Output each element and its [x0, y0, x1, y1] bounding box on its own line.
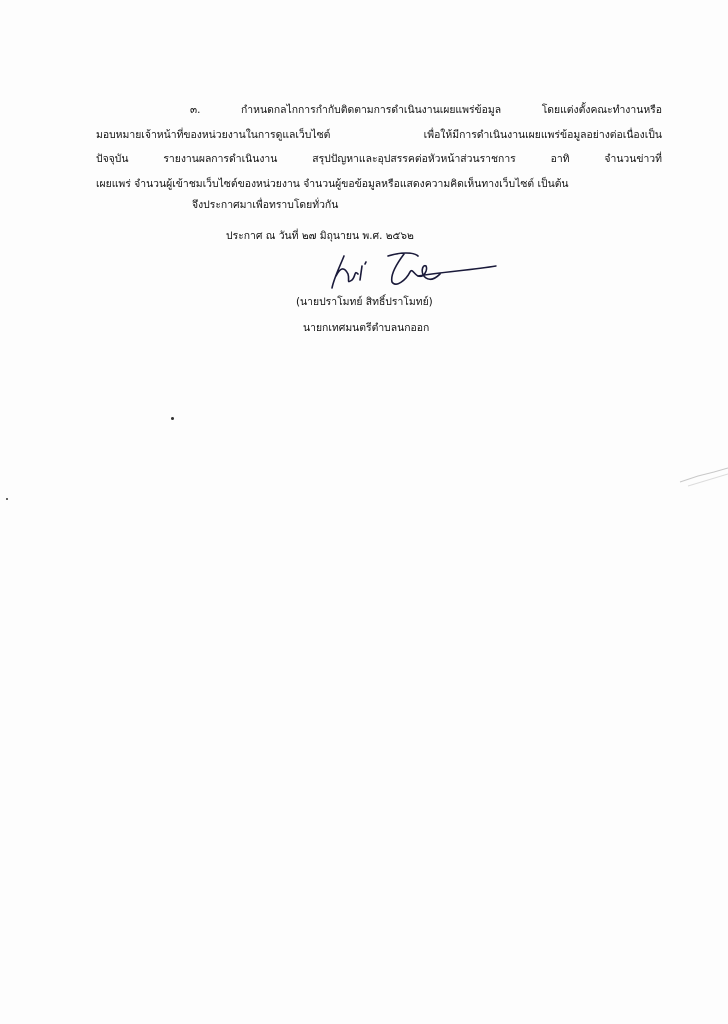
paragraph-line: เผยแพร่ จำนวนผู้เข้าชมเว็บไซต์ของหน่วยงาน จำนวนผู้ขอข้อมูลหรือแสดงความคิดเห็นทางเว็บไซต์ เป็นต้น	[96, 177, 569, 190]
clause-paragraph	[96, 98, 662, 196]
handwritten-signature	[322, 244, 502, 296]
scan-speck	[6, 498, 8, 500]
paragraph-line: มอบหมายเจ้าหน้าที่ของหน่วยงานในการดูแลเว็บไซต์ เพื่อให้มีการดำเนินงานเผยแพร่ข้อมูลอย่างต่อเนื่องเป็น	[96, 128, 662, 141]
signer-name: (นายปราโมทย์ สิทธิ์ปราโมทย์)	[296, 296, 433, 308]
paragraph-line: ๓. กำหนดกลไกการกำกับติดตามการดำเนินงานเผยแพร่ข้อมูล โดยแต่งตั้งคณะทำงานหรือ	[190, 104, 662, 116]
scan-edge-mark	[678, 462, 728, 492]
announcement-text: จึงประกาศมาเพื่อทราบโดยทั่วกัน	[192, 199, 339, 211]
signer-title: นายกเทศมนตรีตำบลนกออก	[303, 322, 430, 334]
scan-speck	[171, 417, 174, 420]
paragraph-line: ปัจจุบัน รายงานผลการดำเนินงาน สรุปปัญหาและอุปสรรคต่อหัวหน้าส่วนราชการ อาทิ จำนวนข่าวที่	[96, 153, 662, 165]
announcement-date: ประกาศ ณ วันที่ ๒๗ มิถุนายน พ.ศ. ๒๕๖๒	[226, 230, 414, 242]
